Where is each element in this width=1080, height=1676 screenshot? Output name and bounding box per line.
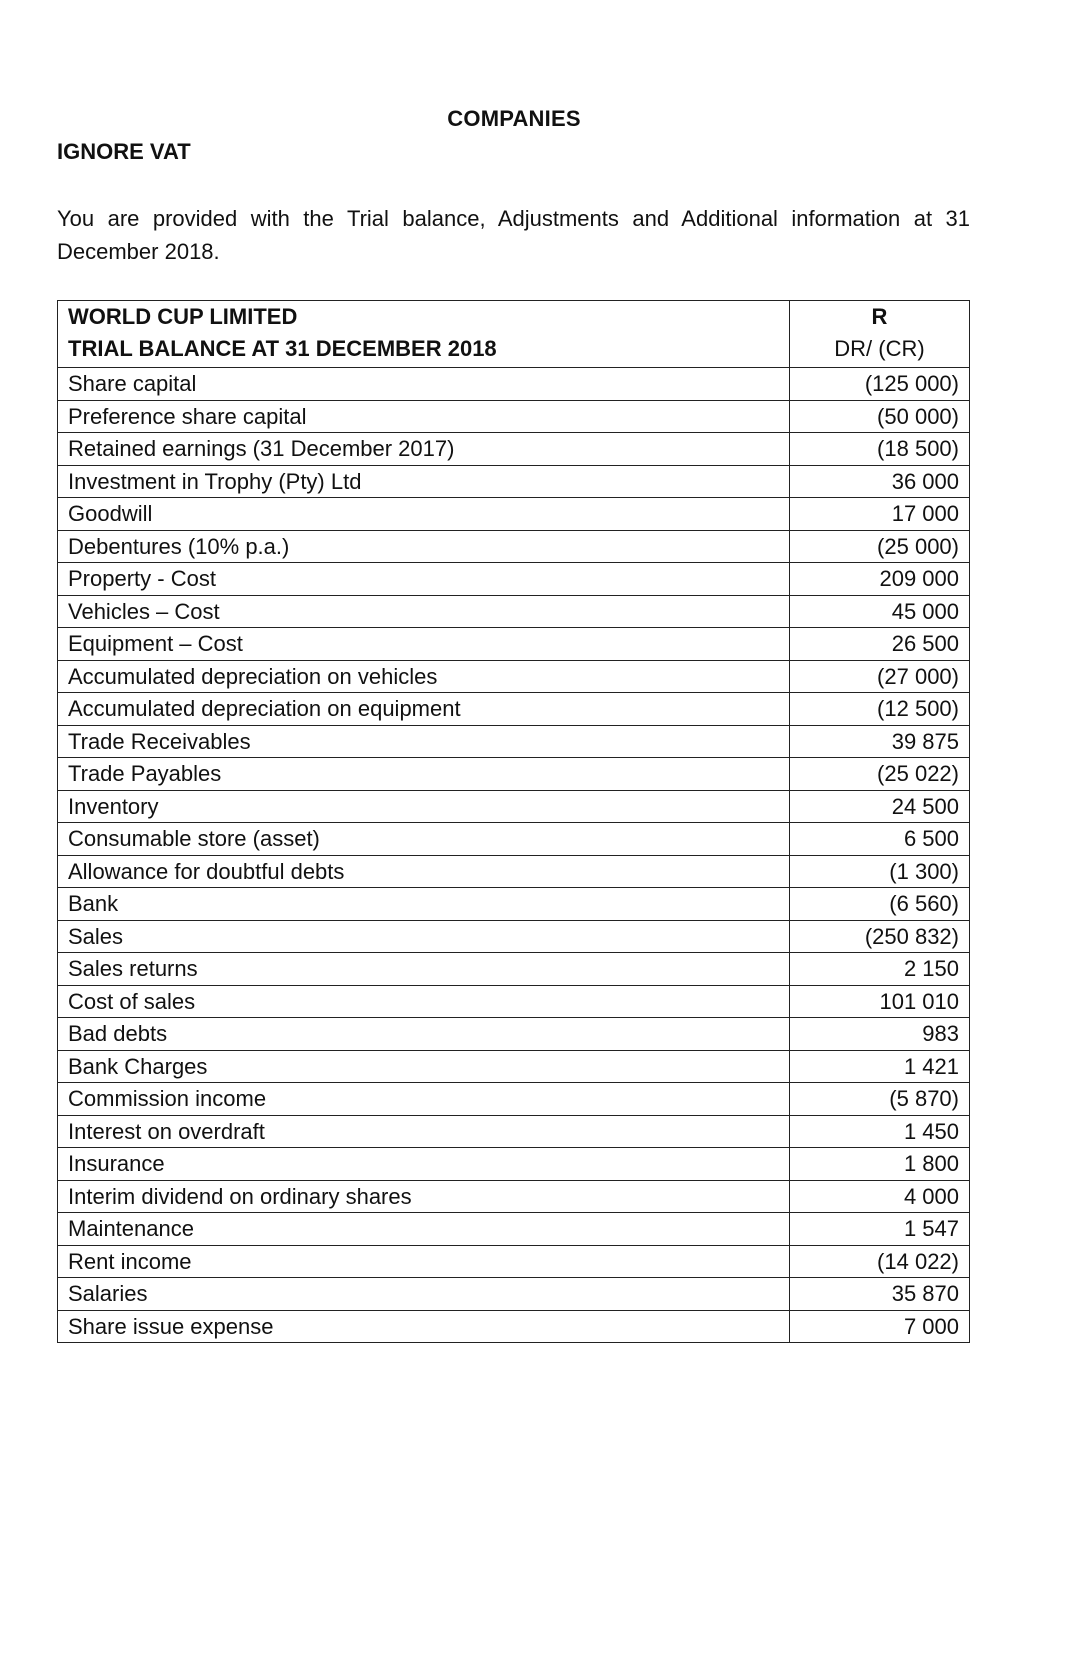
row-description: Share issue expense (58, 1310, 790, 1343)
row-description: Goodwill (58, 498, 790, 531)
table-row (58, 433, 970, 466)
row-amount: 101 010 (790, 985, 970, 1018)
currency-label: R (871, 304, 888, 329)
row-description: Accumulated depreciation on equipment (58, 693, 790, 726)
table-row (58, 1278, 970, 1311)
table-row (58, 725, 970, 758)
table-row (58, 498, 970, 531)
row-description: Bad debts (58, 1018, 790, 1051)
row-amount: (250 832) (790, 920, 970, 953)
row-amount: (27 000) (790, 660, 970, 693)
table-row (58, 920, 970, 953)
row-description: Allowance for doubtful debts (58, 855, 790, 888)
table-title-cell (58, 301, 790, 368)
table-row (58, 1245, 970, 1278)
row-amount: 17 000 (790, 498, 970, 531)
table-row (58, 628, 970, 661)
row-amount: 983 (790, 1018, 970, 1051)
row-description: Inventory (58, 790, 790, 823)
row-description: Bank Charges (58, 1050, 790, 1083)
table-row (58, 1083, 970, 1116)
trial-balance-table (57, 300, 970, 1343)
row-amount: 39 875 (790, 725, 970, 758)
row-description: Cost of sales (58, 985, 790, 1018)
table-row (58, 888, 970, 921)
row-amount: 1 547 (790, 1213, 970, 1246)
row-amount: 1 450 (790, 1115, 970, 1148)
row-description: Insurance (58, 1148, 790, 1181)
row-description: Bank (58, 888, 790, 921)
row-amount: (125 000) (790, 368, 970, 401)
row-description: Rent income (58, 1245, 790, 1278)
row-amount: (25 022) (790, 758, 970, 791)
row-description: Sales returns (58, 953, 790, 986)
row-amount: (14 022) (790, 1245, 970, 1278)
row-amount: 1 800 (790, 1148, 970, 1181)
table-row (58, 660, 970, 693)
amount-header-cell (790, 301, 970, 368)
row-description: Interest on overdraft (58, 1115, 790, 1148)
row-amount: 45 000 (790, 595, 970, 628)
table-row (58, 368, 970, 401)
page-heading: COMPANIES (447, 106, 581, 131)
table-row (58, 595, 970, 628)
row-amount: (6 560) (790, 888, 970, 921)
table-row (58, 1310, 970, 1343)
row-description: Sales (58, 920, 790, 953)
table-row (58, 855, 970, 888)
row-description: Property - Cost (58, 563, 790, 596)
table-row (58, 1050, 970, 1083)
dr-cr-label: DR/ (CR) (834, 336, 925, 361)
table-header-row (58, 301, 970, 368)
row-description: Equipment – Cost (58, 628, 790, 661)
table-row (58, 465, 970, 498)
trial-balance-body (58, 301, 970, 1343)
row-amount: 26 500 (790, 628, 970, 661)
table-row (58, 823, 970, 856)
row-amount: (12 500) (790, 693, 970, 726)
table-row (58, 758, 970, 791)
row-amount: 36 000 (790, 465, 970, 498)
row-description: Interim dividend on ordinary shares (58, 1180, 790, 1213)
row-description: Salaries (58, 1278, 790, 1311)
intro-paragraph: You are provided with the Trial balance, Adjustments and Additional information at 31 December 2018. (57, 206, 970, 264)
table-row (58, 1213, 970, 1246)
table-row (58, 1115, 970, 1148)
table-row (58, 985, 970, 1018)
table-row (58, 790, 970, 823)
table-row (58, 530, 970, 563)
row-amount: 209 000 (790, 563, 970, 596)
row-description: Trade Payables (58, 758, 790, 791)
row-amount: (50 000) (790, 400, 970, 433)
row-amount: (5 870) (790, 1083, 970, 1116)
row-amount: 4 000 (790, 1180, 970, 1213)
row-amount: 35 870 (790, 1278, 970, 1311)
table-row (58, 1148, 970, 1181)
row-description: Accumulated depreciation on vehicles (58, 660, 790, 693)
row-description: Investment in Trophy (Pty) Ltd (58, 465, 790, 498)
row-description: Retained earnings (31 December 2017) (58, 433, 790, 466)
row-description: Maintenance (58, 1213, 790, 1246)
table-row (58, 563, 970, 596)
row-amount: 7 000 (790, 1310, 970, 1343)
row-description: Trade Receivables (58, 725, 790, 758)
row-amount: (25 000) (790, 530, 970, 563)
table-row (58, 953, 970, 986)
trial-balance-title: TRIAL BALANCE AT 31 DECEMBER 2018 (68, 336, 497, 361)
row-amount: 1 421 (790, 1050, 970, 1083)
row-description: Debentures (10% p.a.) (58, 530, 790, 563)
row-amount: (18 500) (790, 433, 970, 466)
row-description: Commission income (58, 1083, 790, 1116)
table-row (58, 1180, 970, 1213)
row-description: Vehicles – Cost (58, 595, 790, 628)
table-row (58, 400, 970, 433)
row-description: Consumable store (asset) (58, 823, 790, 856)
row-amount: 6 500 (790, 823, 970, 856)
row-amount: 24 500 (790, 790, 970, 823)
table-row (58, 693, 970, 726)
row-amount: (1 300) (790, 855, 970, 888)
row-description: Preference share capital (58, 400, 790, 433)
table-row (58, 1018, 970, 1051)
row-description: Share capital (58, 368, 790, 401)
ignore-vat-note: IGNORE VAT (57, 139, 191, 164)
row-amount: 2 150 (790, 953, 970, 986)
company-name: WORLD CUP LIMITED (68, 304, 298, 329)
